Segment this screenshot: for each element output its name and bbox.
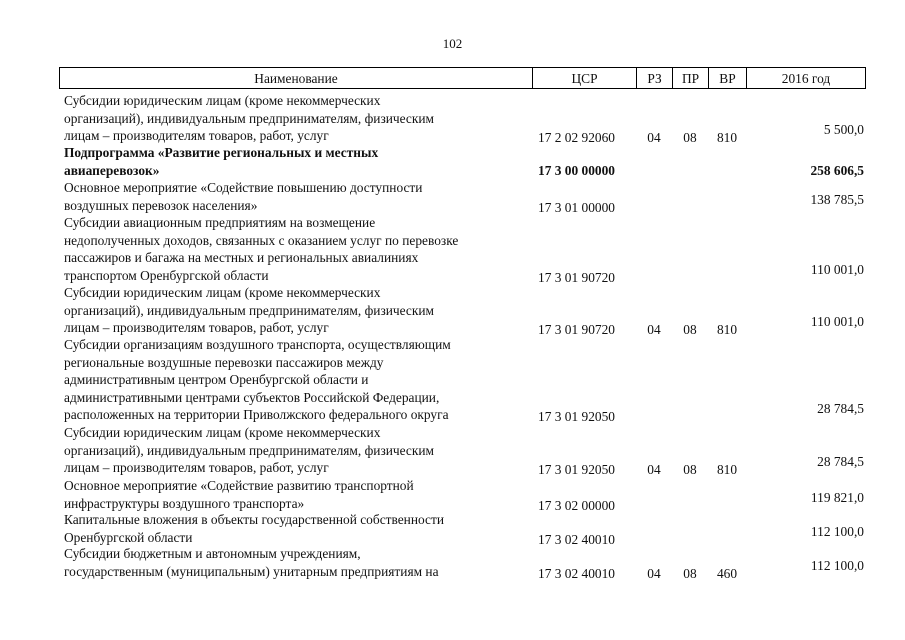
- row-csr: 17 3 01 90720: [538, 322, 615, 337]
- row-name-line: Субсидии юридическим лицам (кроме некоммерческих: [64, 285, 381, 300]
- row-pr: 08: [683, 130, 697, 145]
- row-name: [64, 92, 524, 145]
- row-name: [64, 214, 524, 284]
- row-name: [64, 284, 524, 337]
- row-vr: 810: [716, 322, 738, 337]
- row-name-line: лицам – производителям товаров, работ, услуг: [64, 128, 329, 143]
- row-name-line: организаций), индивидуальным предпринимателям, физическим: [64, 442, 434, 458]
- row-name-line: Субсидии авиационным предприятиям на возмещение: [64, 215, 376, 230]
- row-name: [64, 336, 524, 424]
- row-name-line: административным центром Оренбургской области и: [64, 372, 369, 387]
- row-pr: 08: [683, 322, 697, 337]
- row-name-line: организаций), индивидуальным предпринимателям, физическим: [64, 302, 434, 318]
- table-row: [0, 336, 905, 424]
- header-vr: ВР: [708, 68, 746, 88]
- table-header: [59, 67, 866, 89]
- row-amount: 110 001,0: [810, 314, 864, 329]
- row-rz: 04: [647, 322, 661, 337]
- row-name-line: Субсидии организациям воздушного транспорта, осуществляющим: [64, 337, 451, 352]
- row-csr: 17 3 01 00000: [538, 199, 615, 215]
- table-row: [0, 214, 905, 284]
- row-name-line: пассажиров и багажа на местных и региональных авиалиниях: [64, 250, 419, 265]
- row-name-line: региональные воздушные перевозки пассажиров между: [64, 354, 384, 370]
- header-rz: РЗ: [636, 68, 672, 88]
- table-row: [0, 424, 905, 477]
- row-name-line: Субсидии юридическим лицам (кроме некоммерческих: [64, 425, 381, 440]
- row-name-line: авиаперевозок»: [64, 162, 160, 178]
- row-name-line: Подпрограмма «Развитие региональных и местных: [64, 145, 379, 160]
- row-name-line: транспортом Оренбургской области: [64, 267, 269, 283]
- row-name: [64, 545, 524, 580]
- row-name-line: расположенных на территории Приволжского федерального округа: [64, 407, 449, 422]
- row-csr: 17 3 00 00000: [538, 162, 615, 178]
- row-name-line: Капитальные вложения в объекты государственной собственности: [64, 512, 444, 527]
- row-name-line: лицам – производителям товаров, работ, услуг: [64, 460, 329, 475]
- header-pr: ПР: [672, 68, 708, 88]
- row-csr: 17 3 01 92050: [538, 409, 615, 424]
- table-row: [0, 284, 905, 337]
- row-vr: 460: [716, 565, 738, 581]
- row-name-line: недополученных доходов, связанных с оказанием услуг по перевозке: [64, 232, 459, 248]
- row-name-line: Субсидии юридическим лицам (кроме некоммерческих: [64, 93, 381, 108]
- row-csr: 17 3 01 92050: [538, 462, 615, 477]
- row-name-line: Основное мероприятие «Содействие повышению доступности: [64, 180, 423, 195]
- row-name-line: Основное мероприятие «Содействие развитию транспортной: [64, 478, 414, 493]
- row-name: [64, 424, 524, 477]
- page-number: 102: [442, 36, 463, 51]
- table-row: [0, 511, 905, 546]
- row-name-line: лицам – производителям товаров, работ, услуг: [64, 320, 329, 335]
- table-row: [0, 545, 905, 580]
- row-amount: 258 606,5: [810, 162, 864, 178]
- table-row: [0, 92, 905, 145]
- row-rz: 04: [647, 462, 661, 477]
- row-name: [64, 511, 524, 546]
- row-name-line: организаций), индивидуальным предпринимателям, физическим: [64, 110, 434, 126]
- row-amount: 112 100,0: [810, 523, 864, 539]
- table-row: [0, 179, 905, 214]
- row-name-line: административными центрами субъектов Российской Федерации,: [64, 389, 440, 405]
- row-name: [64, 144, 524, 179]
- header-year: 2016 год: [746, 68, 865, 88]
- row-name: [64, 179, 524, 214]
- row-name-line: инфраструктуры воздушного транспорта»: [64, 495, 305, 511]
- row-csr: 17 3 02 00000: [538, 497, 615, 513]
- row-rz: 04: [647, 130, 661, 145]
- row-name-line: Субсидии бюджетным и автономным учреждениям,: [64, 546, 361, 561]
- header-csr: ЦСР: [532, 68, 636, 88]
- row-name-line: государственным (муниципальным) унитарным предприятиям на: [64, 563, 439, 579]
- row-amount: 5 500,0: [823, 122, 864, 137]
- row-name: [64, 477, 524, 512]
- row-vr: 810: [716, 130, 738, 145]
- row-amount: 138 785,5: [810, 191, 864, 207]
- row-csr: 17 3 02 40010: [538, 531, 615, 547]
- table-row: [0, 144, 905, 179]
- row-name-line: воздушных перевозок населения»: [64, 197, 258, 213]
- row-csr: 17 2 02 92060: [538, 130, 615, 145]
- table-row: [0, 477, 905, 512]
- row-amount: 110 001,0: [810, 261, 864, 277]
- row-rz: 04: [647, 565, 661, 581]
- row-pr: 08: [683, 565, 697, 581]
- row-pr: 08: [683, 462, 697, 477]
- row-amount: 28 784,5: [817, 454, 864, 469]
- header-name: Наименование: [254, 71, 338, 86]
- row-amount: 119 821,0: [810, 489, 864, 505]
- row-csr: 17 3 01 90720: [538, 269, 615, 285]
- row-name-line: Оренбургской области: [64, 529, 193, 545]
- row-vr: 810: [716, 462, 738, 477]
- row-csr: 17 3 02 40010: [538, 565, 615, 581]
- row-amount: 28 784,5: [817, 401, 864, 416]
- row-amount: 112 100,0: [810, 557, 864, 573]
